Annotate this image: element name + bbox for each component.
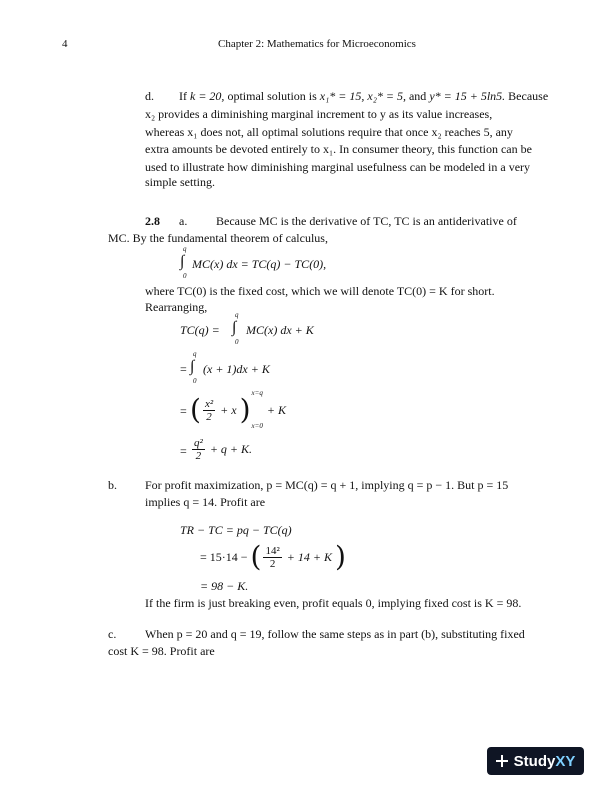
math-run: x₁* = 15, x₂* = 5, — [319, 89, 406, 103]
equation-4 — [190, 390, 286, 430]
running-title: Chapter 2: Mathematics for Microeconomics — [218, 38, 416, 50]
fraction-x2-over-2 — [203, 398, 215, 423]
eq7-prefix: = 15·14 − — [200, 549, 248, 564]
equation-6: TR − TC = pq − TC(q) — [180, 523, 292, 537]
badge-text — [514, 753, 576, 770]
text-run: If — [179, 89, 190, 103]
part-c-label: c. — [108, 627, 117, 641]
integral-eq3 — [190, 351, 202, 385]
part-d-line6: simple setting. — [145, 175, 215, 189]
eq7-tail: + 14 + K — [286, 549, 332, 564]
upper-limit: q — [193, 350, 197, 358]
numerator: 14² — [265, 544, 280, 557]
page-number: 4 — [62, 38, 68, 50]
equals-eq4: = — [180, 404, 187, 418]
integral-sign: ∫ — [232, 319, 237, 336]
text-run: optimal solution is — [224, 89, 320, 103]
part-b-line1: For profit maximization, p = MC(q) = q + 1, implying q = p − 1. But p = 15 — [145, 478, 509, 492]
left-paren: ( — [190, 393, 201, 426]
part-d-label: d. — [145, 89, 154, 103]
badge-text-main: Study — [513, 752, 556, 770]
numerator: q² — [194, 436, 203, 449]
denominator: 2 — [269, 557, 276, 570]
upper-limit: q — [235, 311, 239, 319]
studyxy-logo-badge[interactable] — [487, 747, 584, 775]
denominator: 2 — [195, 449, 202, 462]
part-c-line1: When p = 20 and q = 19, follow the same steps as in part (b), substituting fixed — [145, 627, 525, 641]
badge-text-accent: XY — [555, 752, 576, 770]
evaluation-bounds — [252, 390, 263, 430]
part-a-line3: where TC(0) is the fixed cost, which we will denote TC(0) = K for short. — [145, 284, 495, 298]
denominator: 2 — [206, 410, 212, 423]
plus-k: + K — [266, 402, 286, 417]
part-d-line1 — [179, 89, 548, 103]
lower-bound: x=0 — [251, 422, 263, 430]
equation-3: (x + 1)dx + K — [203, 362, 270, 376]
upper-bound: x=q — [251, 389, 263, 397]
part-d-line5: used to illustrate how diminishing marginal usefulness can be modeled in a very — [145, 160, 531, 174]
right-paren: ) — [239, 393, 251, 426]
equation-2-lhs: TC(q) = — [180, 323, 220, 337]
part-d-line3: whereas x₁ does not, all optimal solutions require that once x₂ reaches 5, any — [145, 125, 513, 139]
part-a-label: a. — [179, 214, 188, 228]
left-paren: ( — [250, 540, 262, 573]
text-run: and — [405, 89, 430, 103]
lower-limit: 0 — [193, 377, 197, 385]
part-b-label: b. — [108, 478, 117, 492]
part-d-line4: extra amounts be devoted entirely to x₁. In consumer theory, this function can be — [145, 142, 532, 156]
part-a-line4: Rearranging, — [145, 300, 208, 314]
upper-limit: q — [183, 245, 187, 253]
equation-5 — [190, 434, 252, 464]
equation-8: = 98 − K. — [200, 579, 249, 593]
equation-2-rhs: MC(x) dx + K — [246, 323, 314, 337]
integral-sign: ∫ — [180, 253, 185, 270]
math-run: y* = 15 + 5ln5. — [429, 89, 506, 103]
part-b-line3: If the firm is just breaking even, profit equals 0, implying fixed cost is K = 98. — [145, 596, 522, 610]
part-c-line2: cost K = 98. Profit are — [108, 644, 215, 658]
problem-number: 2.8 — [145, 214, 160, 228]
equation-7 — [200, 540, 346, 574]
equation-1: MC(x) dx = TC(q) − TC(0), — [192, 257, 327, 271]
fraction-q2-over-2 — [192, 437, 205, 462]
equals-eq5: = — [180, 444, 187, 458]
integral-eq1 — [180, 246, 192, 280]
part-a-line2: MC. By the fundamental theorem of calculus, — [108, 231, 328, 245]
part-a-line1: Because MC is the derivative of TC, TC is an antiderivative of — [216, 214, 517, 228]
part-d-line2: x₂ provides a diminishing marginal increment to y as its value increases, — [145, 107, 493, 121]
fraction-14sq-over-2 — [263, 545, 281, 570]
lower-limit: 0 — [183, 272, 187, 280]
lower-limit: 0 — [235, 338, 239, 346]
equals-eq3: = — [180, 362, 187, 376]
right-paren: ) — [334, 540, 346, 573]
numerator: x² — [204, 397, 214, 410]
plus-x: + x — [220, 402, 237, 417]
text-run: Because — [505, 89, 549, 103]
integral-eq2 — [232, 312, 244, 346]
math-run: k = 20, — [190, 89, 225, 103]
plus-q-plus-k: + q + K. — [209, 441, 253, 456]
integral-sign: ∫ — [190, 358, 195, 375]
plus-icon — [496, 755, 508, 767]
part-b-line2: implies q = 14. Profit are — [145, 495, 266, 509]
